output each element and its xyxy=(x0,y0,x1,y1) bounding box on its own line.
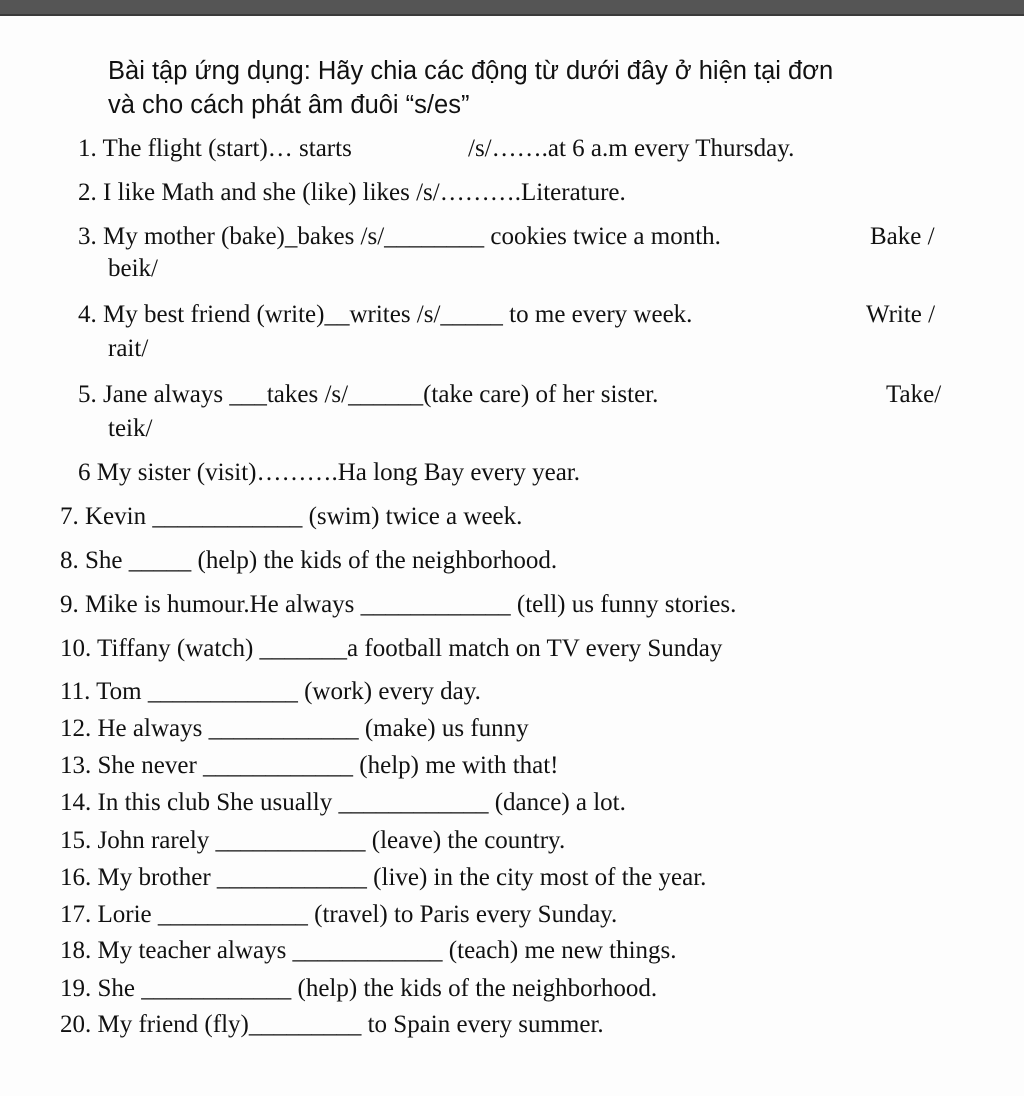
exercise-text: 17. Lorie ____________ (travel) to Paris every Sunday. xyxy=(60,901,618,928)
exercise-item-8 xyxy=(60,544,557,578)
exercise-heading xyxy=(108,54,988,122)
exercise-item-10 xyxy=(60,632,722,666)
exercise-item-4-pronunciation-wrap: rait/ xyxy=(108,335,149,362)
exercise-item-1 xyxy=(78,132,352,166)
exercise-text: 5. Jane always ___takes /s/______(take care) of her sister. xyxy=(78,381,659,408)
exercise-text: 10. Tiffany (watch) _______a football match on TV every Sunday xyxy=(60,635,723,662)
exercise-text: 4. My best friend (write)__writes /s/_____ to me every week. xyxy=(78,301,693,328)
exercise-item-6 xyxy=(78,456,580,490)
exercise-text: 11. Tom ____________ (work) every day. xyxy=(60,678,481,705)
exercise-item-13 xyxy=(60,749,559,783)
exercise-text: 2. I like Math and she (like) likes /s/……….Literature. xyxy=(78,179,626,206)
exercise-item-14 xyxy=(60,786,626,820)
exercise-text: 1. The flight (start)… starts xyxy=(78,135,352,162)
exercise-text: 20. My friend (fly)_________ to Spain every summer. xyxy=(60,1011,604,1038)
exercise-text: 7. Kevin ____________ (swim) twice a week. xyxy=(60,503,523,530)
exercise-item-4 xyxy=(78,298,692,332)
window-top-bar xyxy=(0,0,1024,16)
exercise-item-5-pronunciation-wrap: teik/ xyxy=(108,415,153,442)
heading-line-2: và cho cách phát âm đuôi “s/es” xyxy=(108,91,470,119)
exercise-text: 14. In this club She usually ____________ (dance) a lot. xyxy=(60,789,626,816)
exercise-text: 9. Mike is humour.He always ____________ (tell) us funny stories. xyxy=(60,591,737,618)
exercise-item-18 xyxy=(60,934,677,968)
exercise-item-12 xyxy=(60,712,529,746)
exercise-item-3 xyxy=(78,220,721,254)
exercise-item-9 xyxy=(60,588,736,622)
exercise-item-15 xyxy=(60,824,565,858)
exercise-item-17 xyxy=(60,898,617,932)
exercise-item-16 xyxy=(60,861,706,895)
exercise-item-5 xyxy=(78,378,658,412)
heading-line-1: Bài tập ứng dụng: Hãy chia các động từ dưới đây ở hiện tại đơn xyxy=(108,57,834,85)
exercise-item-7 xyxy=(60,500,522,534)
exercise-text: 12. He always ____________ (make) us funny xyxy=(60,715,529,742)
exercise-item-11 xyxy=(60,675,481,709)
exercise-item-2 xyxy=(78,176,626,210)
exercise-item-19 xyxy=(60,972,657,1006)
exercise-item-20 xyxy=(60,1008,604,1042)
exercise-item-4-pronunciation: Write / xyxy=(866,301,936,328)
exercise-item-5-pronunciation: Take/ xyxy=(886,381,942,408)
exercise-item-3-pronunciation: Bake / xyxy=(870,223,935,250)
exercise-text: 6 My sister (visit)……….Ha long Bay every year. xyxy=(78,459,580,486)
exercise-text: 18. My teacher always ____________ (teach) me new things. xyxy=(60,937,677,964)
exercise-item-3-pronunciation-wrap: beik/ xyxy=(108,255,158,282)
exercise-text: 15. John rarely ____________ (leave) the country. xyxy=(60,827,566,854)
exercise-item-1-continuation: /s/…….at 6 a.m every Thursday. xyxy=(468,135,795,162)
exercise-text: 16. My brother ____________ (live) in the city most of the year. xyxy=(60,864,707,891)
exercise-text: 19. She ____________ (help) the kids of the neighborhood. xyxy=(60,975,658,1002)
exercise-text: 8. She _____ (help) the kids of the neighborhood. xyxy=(60,547,558,574)
exercise-text: 3. My mother (bake)_bakes /s/________ cookies twice a month. xyxy=(78,223,721,250)
exercise-text: 13. She never ____________ (help) me with that! xyxy=(60,752,559,779)
